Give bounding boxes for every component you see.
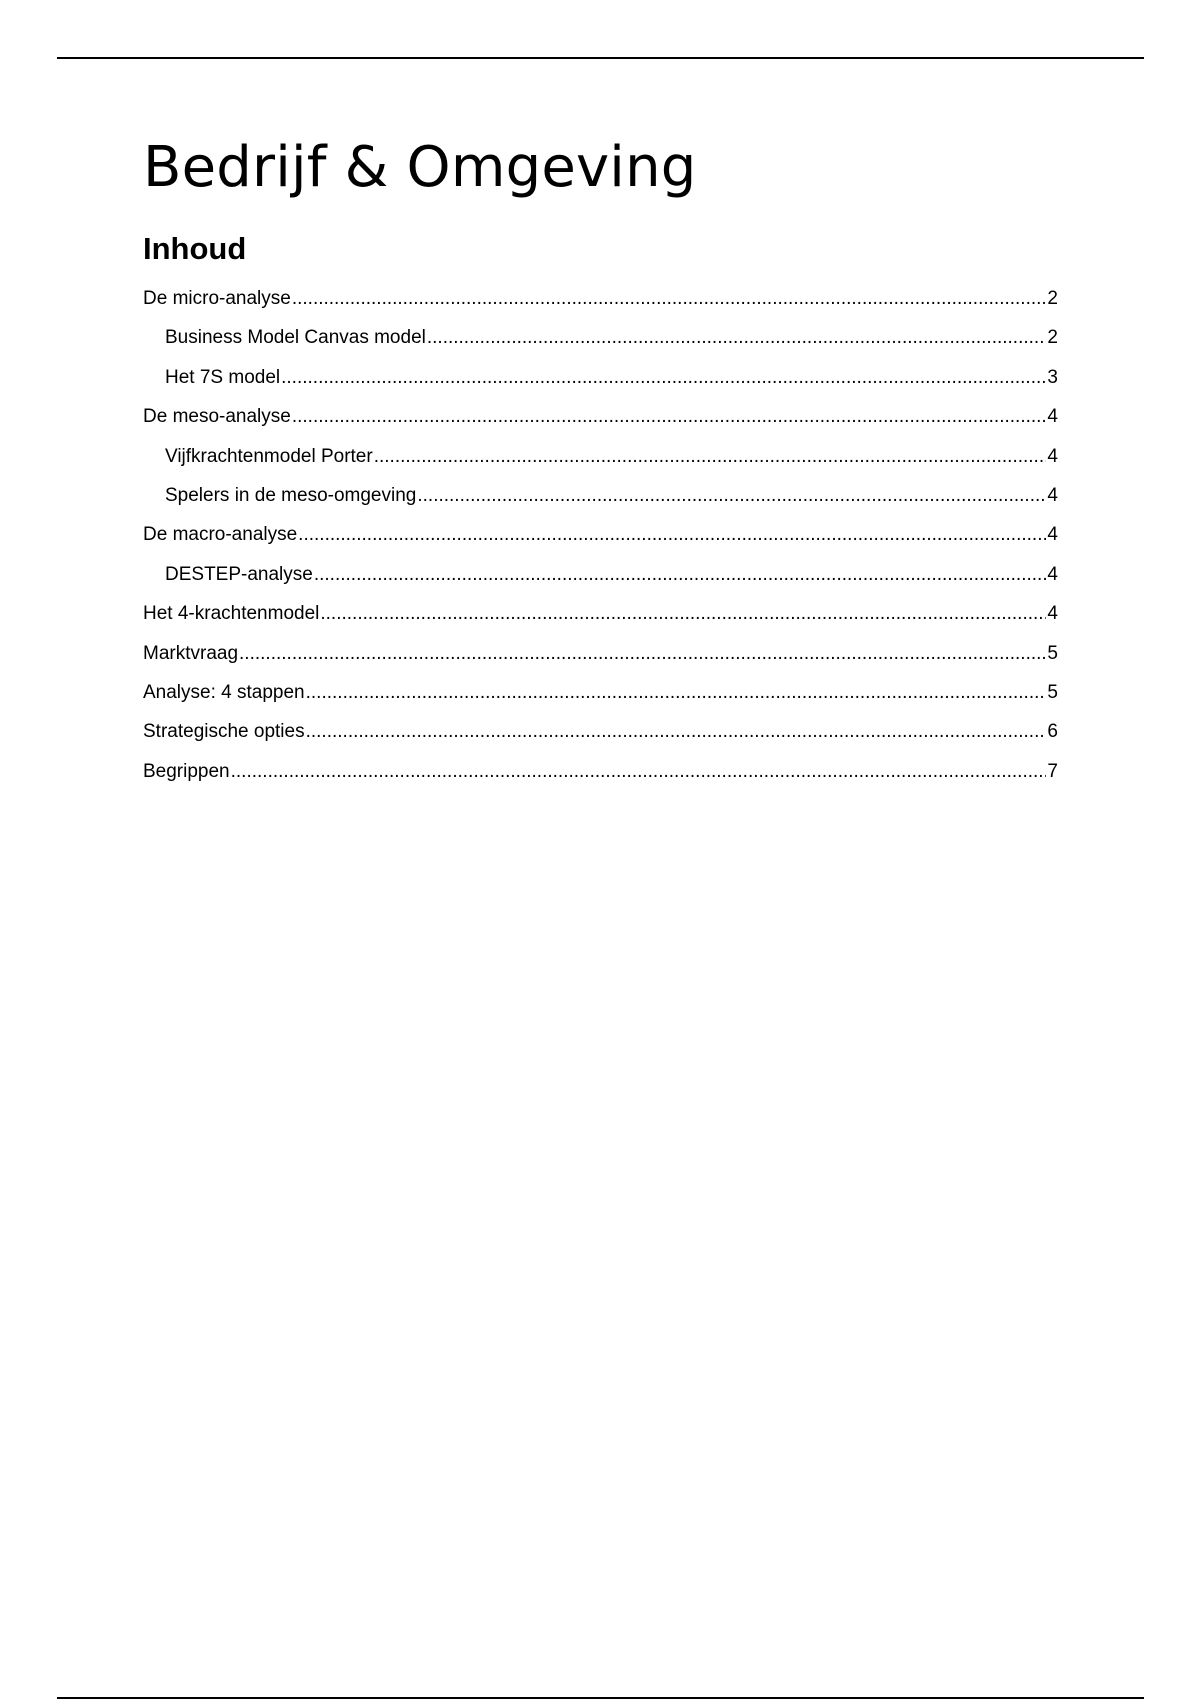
- toc-entry[interactable]: [143, 560, 1058, 599]
- toc-entry[interactable]: [143, 402, 1058, 441]
- toc-dot-leader: [298, 520, 1046, 550]
- toc-entry[interactable]: [143, 442, 1058, 481]
- toc-entry[interactable]: [143, 481, 1058, 520]
- toc-heading: Inhoud: [143, 231, 247, 266]
- toc-entry-page-number: 6: [1047, 721, 1058, 743]
- toc-entry[interactable]: [143, 639, 1058, 678]
- toc-entry[interactable]: [143, 363, 1058, 402]
- toc-dot-leader: [306, 678, 1047, 708]
- toc-entry[interactable]: [143, 717, 1058, 756]
- toc-entry-title: Het 7S model: [165, 366, 281, 388]
- toc-entry-title: De macro-analyse: [143, 524, 298, 546]
- toc-entry-page-number: 7: [1047, 760, 1058, 782]
- toc-entry[interactable]: [143, 757, 1058, 796]
- toc-entry-page-number: 2: [1047, 288, 1058, 309]
- toc-dot-leader: [292, 284, 1047, 314]
- toc-entry-title: De meso-analyse: [143, 406, 291, 428]
- toc-dot-leader: [320, 599, 1046, 629]
- header-rule: [57, 57, 1144, 59]
- toc-dot-leader: [417, 481, 1046, 511]
- toc-entry[interactable]: [143, 678, 1058, 717]
- toc-entry[interactable]: [143, 284, 1058, 323]
- toc-entry-title: DESTEP-analyse: [165, 563, 313, 585]
- toc-entry-title: Marktvraag: [143, 642, 239, 664]
- toc-entry-page-number: 5: [1047, 642, 1058, 664]
- toc-entry-page-number: 4: [1047, 603, 1058, 625]
- toc-entry-title: Strategische opties: [143, 721, 305, 743]
- toc-entry[interactable]: [143, 599, 1058, 638]
- toc-dot-leader: [231, 757, 1047, 787]
- toc-entry[interactable]: [143, 520, 1058, 559]
- toc-dot-leader: [374, 442, 1047, 472]
- toc-entry-title: Spelers in de meso-omgeving: [165, 484, 417, 506]
- toc-entry-page-number: 4: [1047, 484, 1058, 506]
- table-of-contents: [143, 284, 1058, 796]
- toc-entry-page-number: 3: [1047, 366, 1058, 388]
- toc-dot-leader: [281, 363, 1046, 393]
- toc-dot-leader: [306, 717, 1047, 747]
- toc-dot-leader: [427, 323, 1047, 353]
- toc-dot-leader: [292, 402, 1047, 432]
- toc-entry-page-number: 4: [1047, 445, 1058, 467]
- toc-entry-title: Analyse: 4 stappen: [143, 681, 305, 703]
- toc-entry-title: Business Model Canvas model: [165, 327, 426, 349]
- toc-dot-leader: [239, 639, 1046, 669]
- toc-entry-page-number: 4: [1047, 524, 1058, 546]
- toc-entry-page-number: 2: [1047, 327, 1058, 349]
- toc-entry-page-number: 4: [1047, 406, 1058, 428]
- toc-entry-page-number: 5: [1047, 681, 1058, 703]
- toc-entry-title: Het 4-krachtenmodel: [143, 603, 320, 625]
- footer-rule: [57, 1697, 1144, 1699]
- toc-entry-title: Vijfkrachtenmodel Porter: [165, 445, 373, 467]
- toc-dot-leader: [314, 560, 1047, 590]
- toc-entry-title: Begrippen: [143, 760, 230, 782]
- document-title: Bedrijf & Omgeving: [143, 135, 697, 200]
- toc-entry-title: De micro-analyse: [143, 288, 291, 309]
- toc-entry[interactable]: [143, 323, 1058, 362]
- toc-entry-page-number: 4: [1047, 563, 1058, 585]
